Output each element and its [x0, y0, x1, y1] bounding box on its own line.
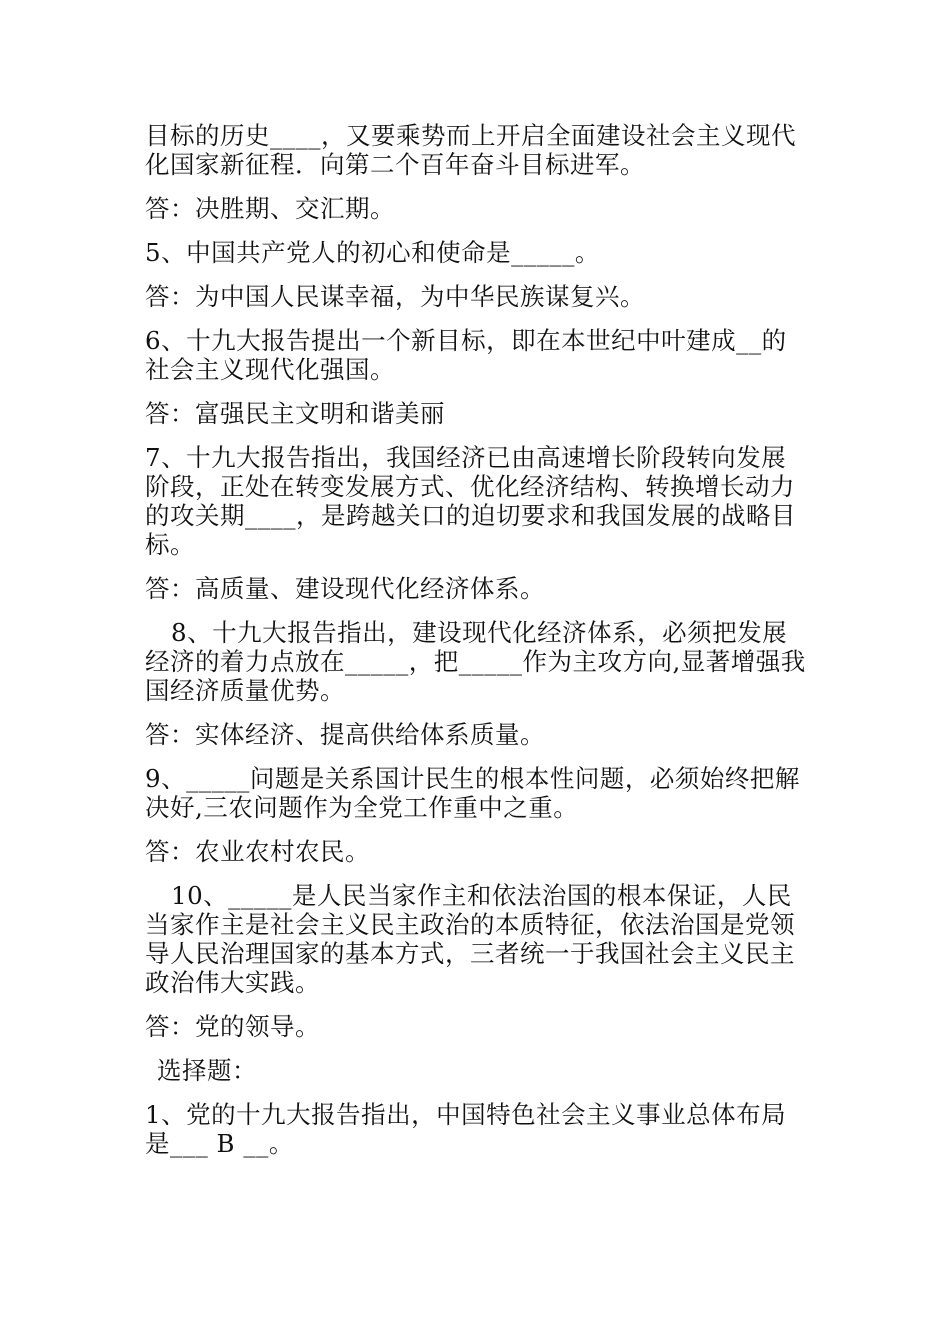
answer-8: 答：实体经济、提高供给体系质量。 [145, 720, 545, 749]
answer-10: 答：党的领导。 [145, 1012, 320, 1041]
answer-9: 答：农业农村农民。 [145, 837, 370, 866]
question-7: 7、十九大报告指出，我国经济已由高速增长阶段转向发展阶段，正处在转变发展方式、优化经济结构、转换增长动力的攻关期____，是跨越关口的迫切要求和我国发展的战略目标。 [145, 443, 796, 559]
section-heading-choice: 选择题： [157, 1056, 257, 1085]
answer-4: 答：决胜期、交汇期。 [145, 194, 395, 223]
answer-7: 答：高质量、建设现代化经济体系。 [145, 574, 545, 603]
question-5: 5、中国共产党人的初心和使命是_____。 [145, 238, 600, 267]
document-page [145, 121, 810, 1173]
question-6: 6、十九大报告提出一个新目标，即在本世纪中叶建成__的社会主义现代化强国。 [145, 326, 787, 384]
question-4-continuation: 目标的历史____，又要乘势而上开启全面建设社会主义现代化国家新征程．向第二个百年奋斗目标进军。 [145, 121, 796, 179]
answer-6: 答：富强民主文明和谐美丽 [145, 399, 445, 428]
answer-5: 答：为中国人民谋幸福，为中华民族谋复兴。 [145, 282, 645, 311]
question-8: 8、十九大报告指出，建设现代化经济体系，必须把发展经济的着力点放在_____，把_____作为主攻方向,显著增强我国经济质量优势。 [145, 618, 806, 705]
choice-question-1: 1、党的十九大报告指出，中国特色社会主义事业总体布局是___ B __。 [145, 1100, 787, 1158]
question-9: 9、_____问题是关系国计民生的根本性问题，必须始终把解决好,三农问题作为全党工作重中之重。 [145, 764, 800, 822]
question-10: 10、_____是人民当家作主和依法治国的根本保证，人民当家作主是社会主义民主政治的本质特征，依法治国是党领导人民治理国家的基本方式，三者统一于我国社会主义民主政治伟大实践。 [145, 881, 795, 997]
